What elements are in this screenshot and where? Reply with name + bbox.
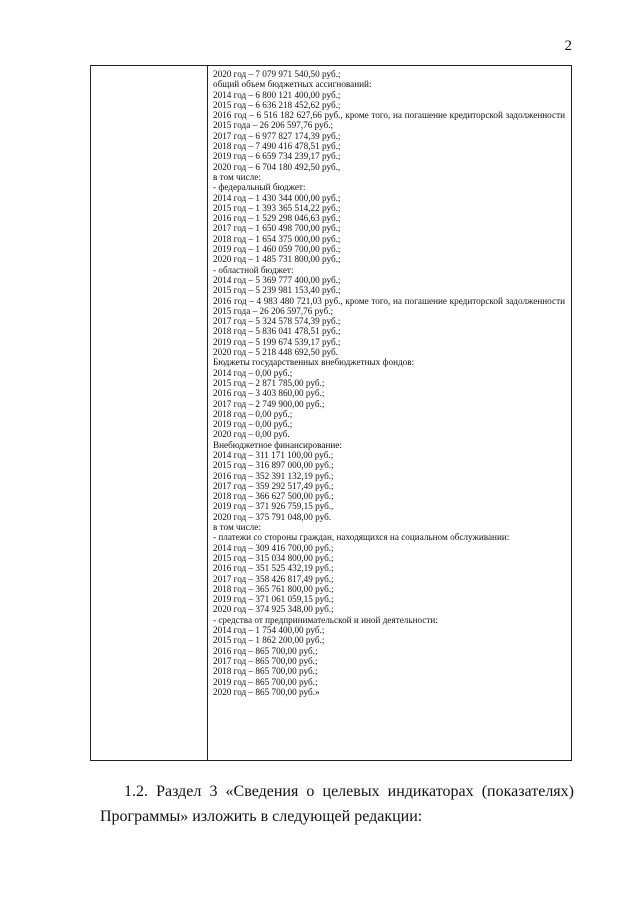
table-line: 2015 год – 6 636 218 452,62 руб.; [213, 99, 341, 110]
table-line: - областной бюджет: [213, 264, 294, 275]
table-line: 2020 год – 0,00 руб. [213, 429, 290, 440]
table-line: 2019 год – 5 199 674 539,17 руб.; [213, 336, 341, 347]
table-line: 2019 год – 371 061 059,15 руб.; [213, 594, 334, 605]
table-line: 2014 год – 6 800 121 400,00 руб.; [213, 89, 341, 100]
table-line: 2018 год – 0,00 руб.; [213, 408, 293, 419]
table-line: общий объем бюджетных ассигнований: [213, 79, 372, 90]
table-line: 2020 год – 865 700,00 руб.» [213, 686, 320, 697]
financing-table [90, 65, 572, 761]
table-line: Внебюджетное финансирование: [213, 439, 342, 450]
table-line: 2014 год – 0,00 руб.; [213, 367, 293, 378]
table-line: 2015 год – 5 239 981 153,40 руб.; [213, 285, 341, 296]
table-line: 2017 год – 1 650 498 700,00 руб.; [213, 223, 341, 234]
table-line: 2015 год – 1 393 365 514,22 руб.; [213, 202, 341, 213]
section-paragraph: 1.2. Раздел 3 «Сведения о целевых индикаторах (показателях) Программы» изложить в следующей редакции: [100, 783, 574, 825]
table-line: 2014 год – 311 171 100,00 руб.; [213, 449, 334, 460]
table-line: 2015 год – 316 897 000,00 руб.; [213, 460, 334, 471]
table-line: в том числе: [213, 522, 261, 533]
financing-cell [213, 69, 565, 697]
page-number: 2 [564, 38, 572, 54]
table-line: 2016 год – 4 983 480 721,03 руб., кроме того, на погашение кредиторской задолженности 2015 года – 26 206 597,76 руб.; [213, 295, 565, 316]
column-divider [207, 66, 208, 760]
table-line: 2015 год – 2 871 785,00 руб.; [213, 377, 325, 388]
table-line: - платежи со стороны граждан, находящихся на социальном обслуживании: [213, 532, 510, 543]
table-line: 2019 год – 1 460 059 700,00 руб.; [213, 244, 341, 255]
table-line: 2017 год – 6 977 827 174,39 руб.; [213, 130, 341, 141]
table-line: 2017 год – 865 700,00 руб.; [213, 655, 318, 666]
table-line: 2020 год – 6 704 180 492,50 руб., [213, 161, 341, 172]
table-line: 2020 год – 5 218 448 692,50 руб. [213, 347, 338, 358]
table-line: в том числе: [213, 171, 261, 182]
table-line: 2014 год – 309 416 700,00 руб.; [213, 542, 334, 553]
table-line: 2019 год – 371 926 759,15 руб., [213, 501, 334, 512]
table-line: 2019 год – 865 700,00 руб.; [213, 676, 318, 687]
table-line: 2015 год – 315 034 800,00 руб.; [213, 552, 334, 563]
table-line: 2016 год – 6 516 182 627,66 руб., кроме того, на погашение кредиторской задолженности 2015 года – 26 206 597,76 руб.; [213, 110, 565, 131]
table-line: 2018 год – 865 700,00 руб.; [213, 666, 318, 677]
table-line: - средства от предпринимательской и иной деятельности: [213, 614, 438, 625]
table-line: 2017 год – 358 426 817,49 руб.; [213, 573, 334, 584]
table-line: 2014 год – 5 369 777 400,00 руб.; [213, 274, 341, 285]
table-line: 2018 год – 1 654 375 000,00 руб.; [213, 233, 341, 244]
table-line: 2014 год – 1 754 400,00 руб.; [213, 625, 325, 636]
table-line: 2016 год – 865 700,00 руб.; [213, 645, 318, 656]
table-line: 2020 год – 7 079 971 540,50 руб.; [213, 69, 341, 79]
table-line: 2018 год – 5 836 041 478,51 руб.; [213, 326, 341, 337]
table-line: 2019 год – 6 659 734 239,17 руб.; [213, 151, 341, 162]
table-line: 2017 год – 2 749 900,00 руб.; [213, 398, 325, 409]
table-line: 2017 год – 359 292 517,49 руб.; [213, 480, 334, 491]
table-line: 2019 год – 0,00 руб.; [213, 419, 293, 430]
table-line: 2016 год – 3 403 860,00 руб.; [213, 388, 325, 399]
table-line: 2016 год – 351 525 432,19 руб.; [213, 563, 334, 574]
table-line: 2020 год – 374 925 348,00 руб.; [213, 604, 334, 615]
table-line: 2016 год – 1 529 298 046,63 руб.; [213, 213, 341, 224]
table-line: 2017 год – 5 324 578 574,39 руб.; [213, 316, 341, 327]
table-line: Бюджеты государственных внебюджетных фондов: [213, 357, 415, 368]
table-line: 2014 год – 1 430 344 000,00 руб.; [213, 192, 341, 203]
table-line: 2016 год – 352 391 132,19 руб.; [213, 470, 334, 481]
table-line: 2018 год – 7 490 416 478,51 руб.; [213, 141, 341, 152]
table-line: 2015 год – 1 862 200,00 руб.; [213, 635, 325, 646]
table-line: - федеральный бюджет: [213, 182, 306, 193]
table-line: 2020 год – 375 791 048,00 руб. [213, 511, 332, 522]
table-line: 2020 год – 1 485 731 800,00 руб.; [213, 254, 341, 265]
table-line: 2018 год – 365 761 800,00 руб.; [213, 583, 334, 594]
table-line: 2018 год – 366 627 500,00 руб.; [213, 491, 334, 502]
